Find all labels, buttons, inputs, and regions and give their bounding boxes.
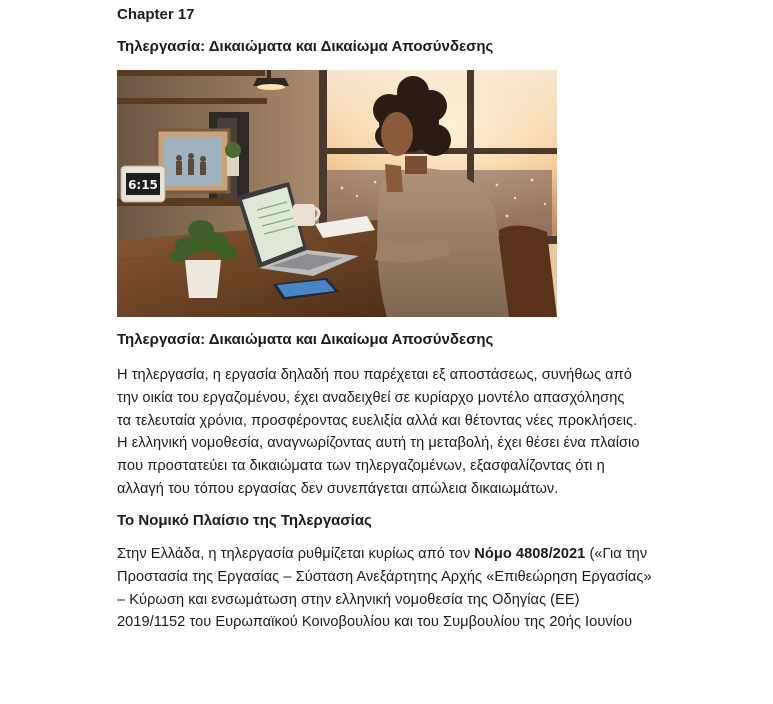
paragraph-line: – Κύρωση και ενσωμάτωση στην ελληνική νομοθεσία της Οδηγίας (ΕΕ) — [117, 591, 580, 608]
clock-display: 6:15 — [128, 178, 158, 192]
legal-framework-heading: Το Νομικό Πλαίσιο της Τηλεργασίας — [117, 512, 372, 529]
paragraph-line: Η ελληνική νομοθεσία, αναγνωρίζοντας αυτή τη μεταβολή, έχει θέσει ένα πλαίσιο — [117, 435, 640, 452]
paragraph-line: Η τηλεργασία, η εργασία δηλαδή που παρέχεται εξ αποστάσεως, συνήθως από — [117, 367, 632, 383]
paragraph-line: 2019/1152 του Ευρωπαϊκού Κοινοβουλίου και του Συμβουλίου της 20ής Ιουνίου — [117, 614, 633, 631]
remote-work-illustration — [117, 70, 557, 317]
paragraph-line — [117, 543, 652, 566]
paragraph-line: την οικία του εργαζομένου, έχει αναδειχθεί σε κυρίαρχο μοντέλο απασχόλησης — [117, 389, 625, 406]
chapter-title: Τηλεργασία: Δικαιώματα και Δικαίωμα Αποσύνδεσης — [117, 38, 494, 55]
chapter-label: Chapter 17 — [117, 6, 195, 23]
paragraph-line: αλλαγή του τόπου εργασίας δεν συνεπάγεται απώλεια δικαιωμάτων. — [117, 480, 559, 497]
paragraph-line: Προστασία της Εργασίας – Σύσταση Ανεξάρτητης Αρχής «Επιθεώρηση Εργασίας» — [117, 568, 652, 585]
section-title: Τηλεργασία: Δικαιώματα και Δικαίωμα Αποσύνδεσης — [117, 331, 494, 348]
text-run: Στην Ελλάδα, η τηλεργασία ρυθμίζεται κυρίως από τον — [117, 546, 475, 562]
paragraph-line: που προστατεύει τα δικαιώματα των τηλεργαζομένων, εξασφαλίζοντας ότι η — [117, 458, 605, 475]
paragraph-line: τα τελευταία χρόνια, προσφέροντας ευελιξία αλλά και θέτοντας νέες προκλήσεις. — [117, 412, 638, 429]
text-run: («Για την — [585, 546, 648, 562]
law-reference: Νόμο 4808/2021 — [474, 546, 586, 562]
intro-paragraph — [117, 364, 640, 501]
legal-paragraph — [117, 543, 652, 634]
